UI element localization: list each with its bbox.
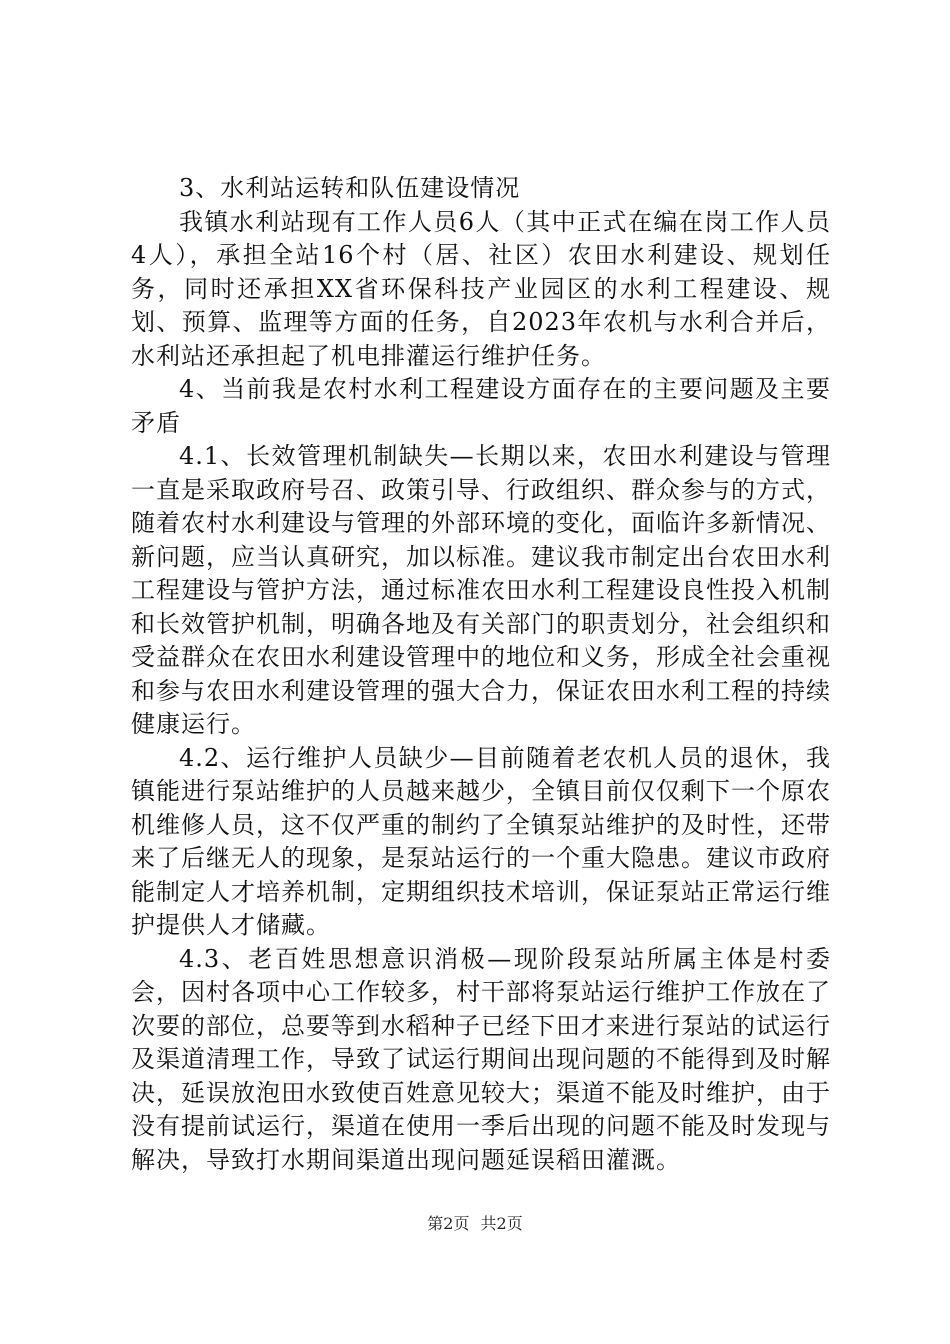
page-total: 共2页	[480, 1214, 523, 1233]
paragraph-4-1: 4.1、长效管理机制缺失—长期以来，农田水利建设与管理一直是采取政府号召、政策引导、行政组织、群众参与的方式，随着农村水利建设与管理的外部环境的变化，面临许多新情况、新问题，应当认真研究，加以标准。建议我市制定出台农田水利工程建设与管护方法，通过标准农田水利工程建设良性投入机制和长效管护机制，明确各地及有关部门的职责划分，社会组织和受益群众在农田水利建设管理中的地位和义务，形成全社会重视和参与农田水利建设管理的强大合力，保证农田水利工程的持续健康运行。	[131, 442, 831, 738]
page-number: 第2页	[427, 1214, 470, 1233]
paragraph-staffing: 我镇水利站现有工作人员6人（其中正式在编在岗工作人员4人），承担全站16个村（居、社区）农田水利建设、规划任务，同时还承担XX省环保科技产业园区的水利工程建设、规划、预算、监理等方面的任务，自2023年农机与水利合并后，水利站还承担起了机电排灌运行维护任务。	[131, 207, 831, 370]
section-heading-4: 4、当前我是农村水利工程建设方面存在的主要问题及主要矛盾	[131, 375, 831, 437]
paragraph-4-2: 4.2、运行维护人员缺少—目前随着老农机人员的退休，我镇能进行泵站维护的人员越来越少，全镇目前仅仅剩下一个原农机维修人员，这不仅严重的制约了全镇泵站维护的及时性，还带来了后继无人的现象，是泵站运行的一个重大隐患。建议市政府能制定人才培养机制，定期组织技术培训，保证泵站正常运行维护提供人才储藏。	[131, 743, 831, 939]
section-heading-3: 3、水利站运转和队伍建设情况	[179, 174, 521, 202]
page-footer	[0, 1214, 950, 1234]
paragraph-4-3: 4.3、老百姓思想意识消极—现阶段泵站所属主体是村委会，因村各项中心工作较多，村干部将泵站运行维护工作放在了次要的部位，总要等到水稻种子已经下田才来进行泵站的试运行及渠道清理工作，导致了试运行期间出现问题的不能得到及时解决，延误放泡田水致使百姓意见较大；渠道不能及时维护，由于没有提前试运行，渠道在使用一季后出现的问题不能及时发现与解决，导致打水期间渠道出现问题延误稻田灌溉。	[131, 944, 831, 1174]
document-body	[131, 172, 831, 1177]
